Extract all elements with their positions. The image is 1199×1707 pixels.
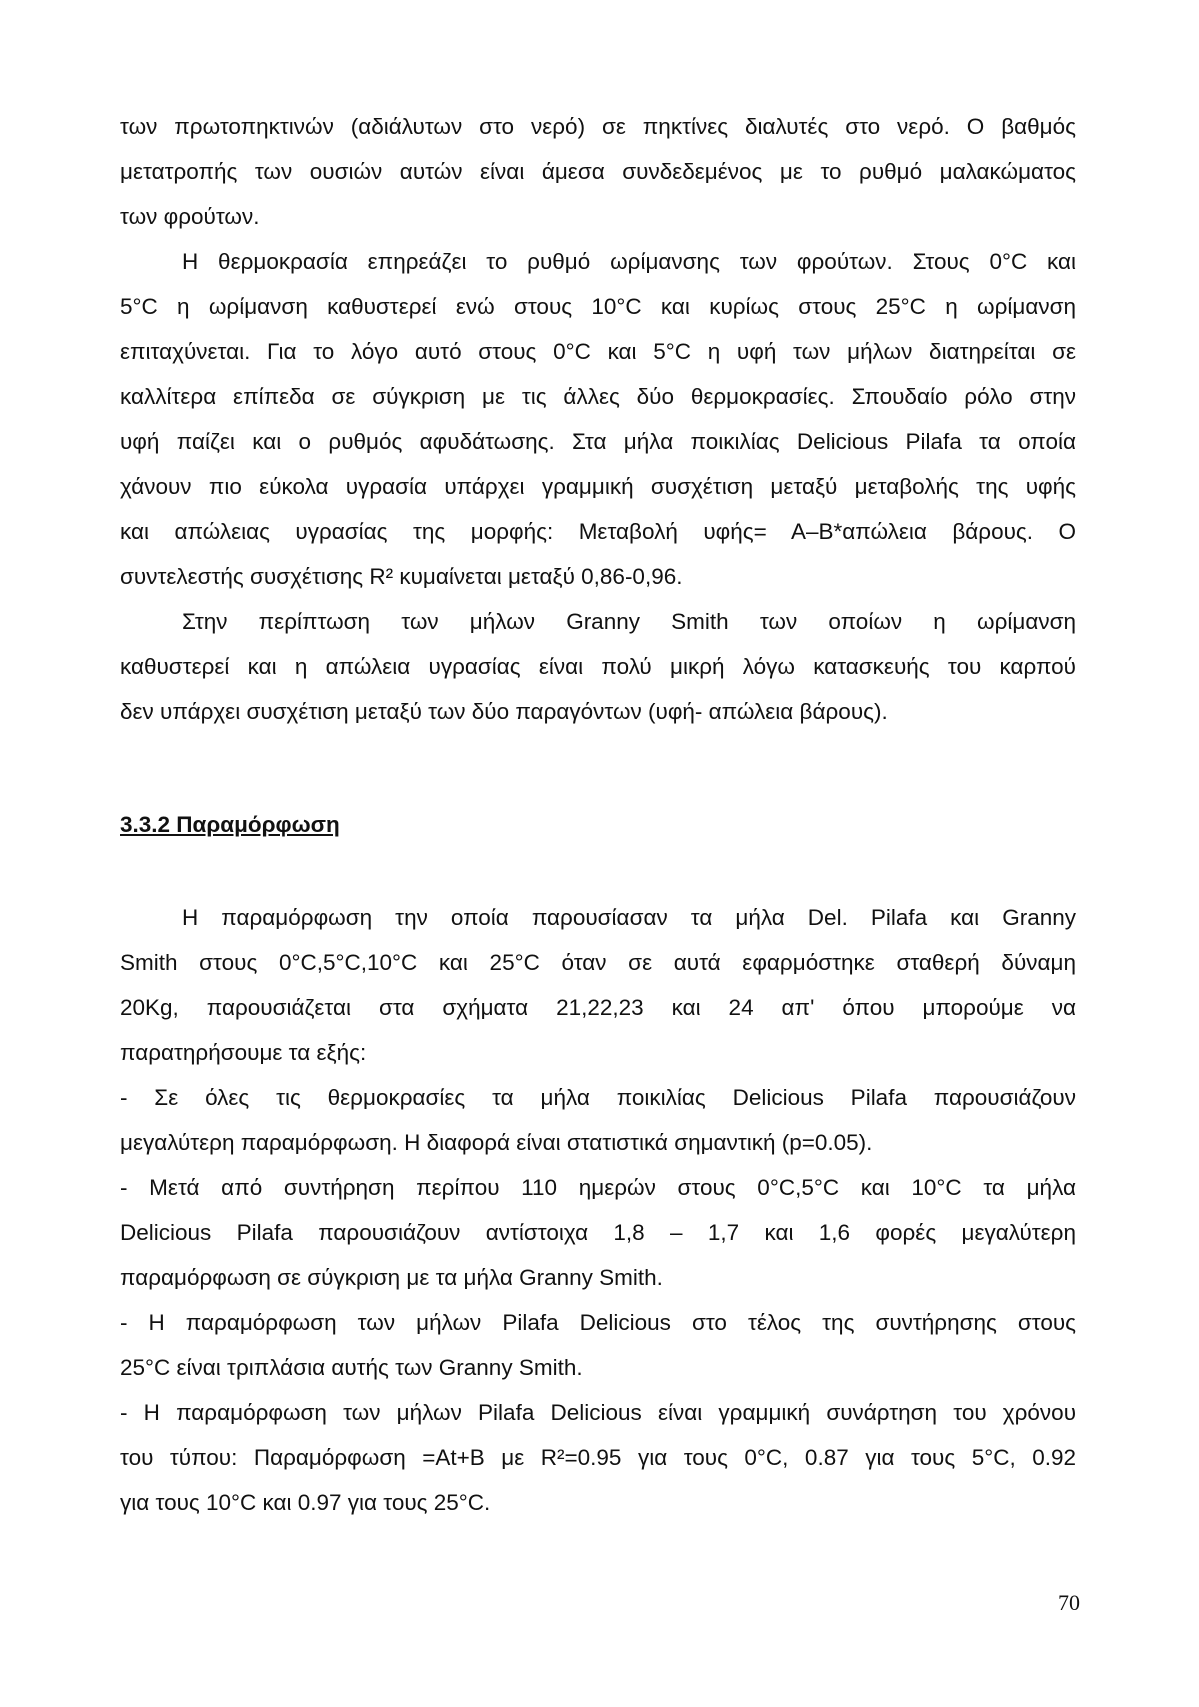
paragraph-2-line-1: Η θερμοκρασία επηρεάζει το ρυθμό ωρίμανσης των φρούτων. Στους 0°C και <box>182 249 1076 274</box>
paragraph-1-line-1: των πρωτοπηκτινών (αδιάλυτων στο νερό) σε πηκτίνες διαλυτές στο νερό. Ο βαθμός <box>120 114 1076 139</box>
bullet-2-line-2: Delicious Pilafa παρουσιάζουν αντίστοιχα 1,8 – 1,7 και 1,6 φορές μεγαλύτερη <box>120 1220 1076 1245</box>
paragraph-2-line-2: 5°C η ωρίμανση καθυστερεί ενώ στους 10°C και κυρίως στους 25°C η ωρίμανση <box>120 294 1076 319</box>
paragraph-3-line-1: Στην περίπτωση των μήλων Granny Smith των οποίων η ωρίμανση <box>182 609 1076 634</box>
paragraph-3-line-3: δεν υπάρχει συσχέτιση μεταξύ των δύο παραγόντων (υφή- απώλεια βάρους). <box>120 699 888 724</box>
bullet-1-line-2: μεγαλύτερη παραμόρφωση. Η διαφορά είναι στατιστικά σημαντική (p=0.05). <box>120 1130 873 1155</box>
page-number: 70 <box>1058 1590 1080 1615</box>
paragraph-4-line-4: παρατηρήσουμε τα εξής: <box>120 1040 367 1065</box>
paragraph-2-line-8: συντελεστής συσχέτισης R² κυμαίνεται μεταξύ 0,86-0,96. <box>120 564 683 589</box>
paragraph-2-line-5: υφή παίζει και ο ρυθμός αφυδάτωσης. Στα μήλα ποικιλίας Delicious Pilafa τα οποία <box>120 429 1076 454</box>
paragraph-2-line-7: και απώλειας υγρασίας της μορφής: Μεταβολή υφής= Α–Β*απώλεια βάρους. Ο <box>120 519 1076 544</box>
paragraph-4-line-1: Η παραμόρφωση την οποία παρουσίασαν τα μήλα Del. Pilafa και Granny <box>182 905 1076 930</box>
bullet-2-line-1: - Μετά από συντήρηση περίπου 110 ημερών στους 0°C,5°C και 10°C τα μήλα <box>120 1175 1076 1200</box>
bullet-2-line-3: παραμόρφωση σε σύγκριση με τα μήλα Granny Smith. <box>120 1265 663 1290</box>
paragraph-4-line-3: 20Kg, παρουσιάζεται στα σχήματα 21,22,23 και 24 απ' όπου μπορούμε να <box>120 995 1076 1020</box>
paragraph-2-line-4: καλλίτερα επίπεδα σε σύγκριση με τις άλλες δύο θερμοκρασίες. Σπουδαίο ρόλο στην <box>120 384 1076 409</box>
bullet-4-line-3: για τους 10°C και 0.97 για τους 25°C. <box>120 1490 491 1515</box>
bullet-3-line-1: - Η παραμόρφωση των μήλων Pilafa Delicious στο τέλος της συντήρησης στους <box>120 1310 1076 1335</box>
paragraph-1-line-2: μετατροπής των ουσιών αυτών είναι άμεσα συνδεδεμένος με το ρυθμό μαλακώματος <box>120 159 1076 184</box>
paragraph-2-line-6: χάνουν πιο εύκολα υγρασία υπάρχει γραμμική συσχέτιση μεταξύ μεταβολής της υφής <box>120 474 1076 499</box>
bullet-3-line-2: 25°C είναι τριπλάσια αυτής των Granny Smith. <box>120 1355 583 1380</box>
paragraph-1-line-3: των φρούτων. <box>120 204 260 229</box>
paragraph-4-line-2: Smith στους 0°C,5°C,10°C και 25°C όταν σε αυτά εφαρμόστηκε σταθερή δύναμη <box>120 950 1076 975</box>
section-heading: 3.3.2 Παραμόρφωση <box>120 812 340 837</box>
paragraph-2-line-3: επιταχύνεται. Για το λόγο αυτό στους 0°C και 5°C η υφή των μήλων διατηρείται σε <box>120 339 1076 364</box>
bullet-1-line-1: - Σε όλες τις θερμοκρασίες τα μήλα ποικιλίας Delicious Pilafa παρουσιάζουν <box>120 1085 1076 1110</box>
bullet-4-line-1: - Η παραμόρφωση των μήλων Pilafa Delicious είναι γραμμική συνάρτηση του χρόνου <box>120 1400 1076 1425</box>
bullet-4-line-2: του τύπου: Παραμόρφωση =At+B με R²=0.95 για τους 0°C, 0.87 για τους 5°C, 0.92 <box>120 1445 1076 1470</box>
paragraph-3-line-2: καθυστερεί και η απώλεια υγρασίας είναι πολύ μικρή λόγω κατασκευής του καρπού <box>120 654 1076 679</box>
